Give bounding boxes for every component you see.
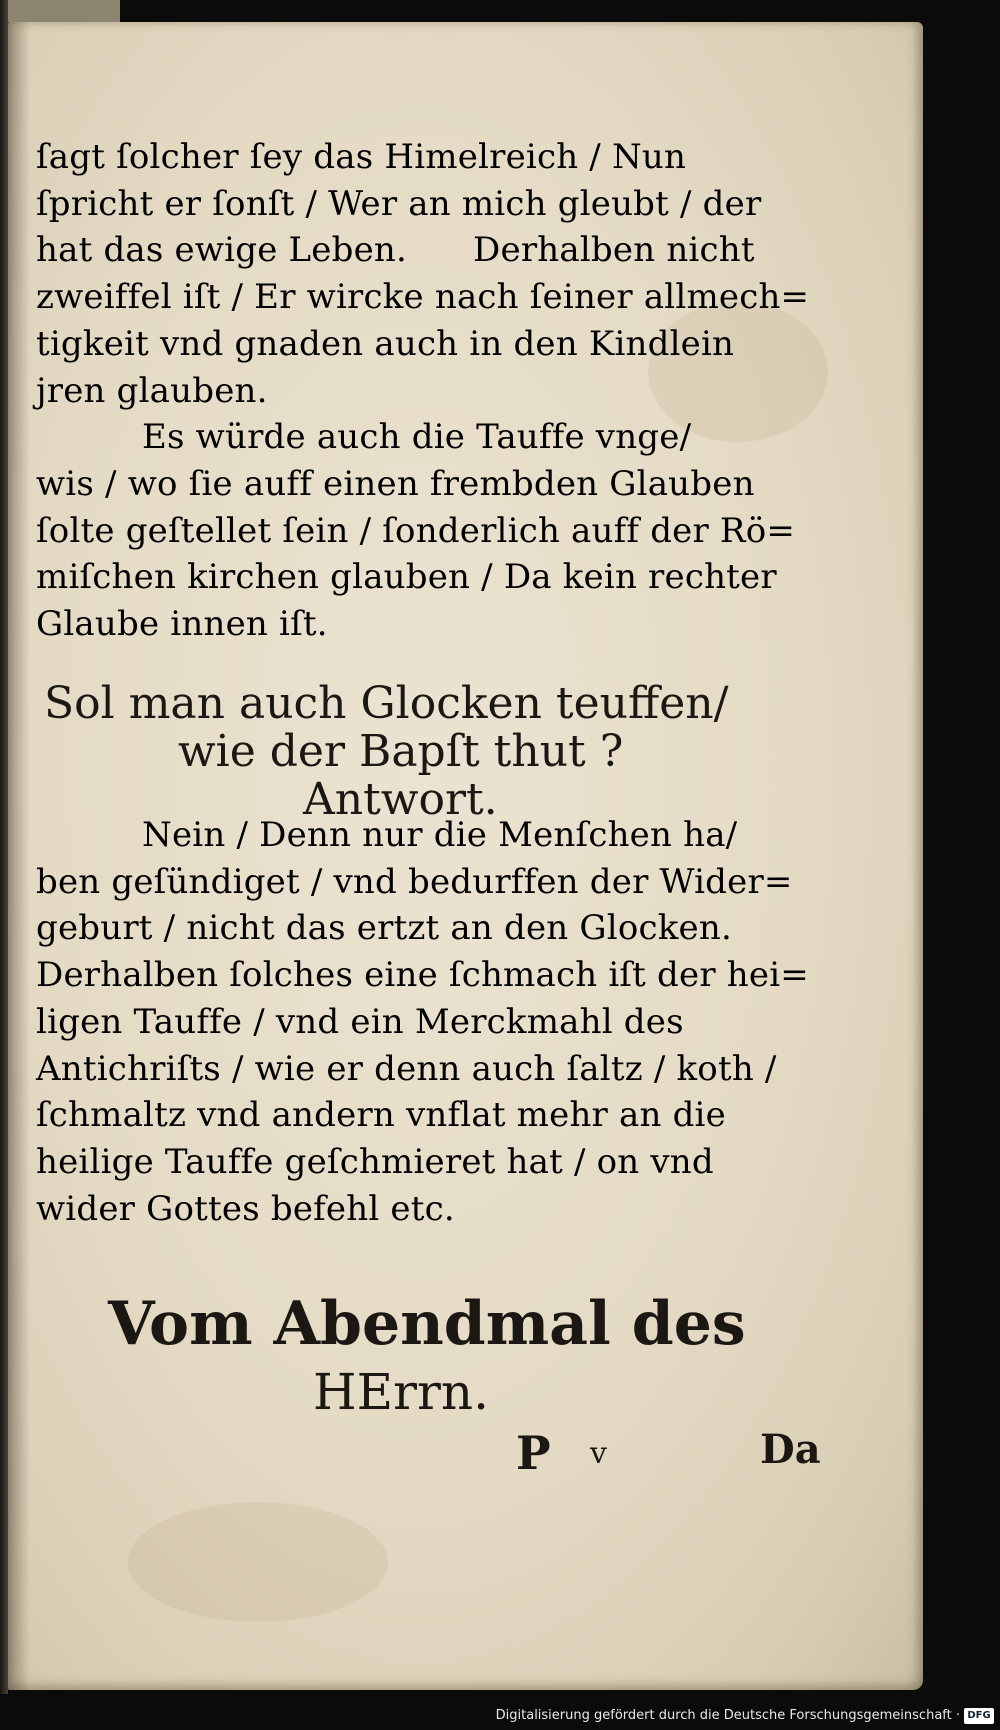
- paper-stain: [128, 1502, 388, 1622]
- text-line: ligen Tauffe / vnd ein Merckmahl des: [36, 1001, 684, 1042]
- text-line: jren glauben.: [36, 370, 268, 411]
- text-line: Derhalben ſolches eine ſchmach iſt der hei=: [36, 955, 809, 996]
- text-line: tigkeit vnd gnaden auch in den Kindlein: [36, 323, 735, 364]
- text-line: ſagt ſolcher ſey das Himelreich / Nun: [36, 137, 687, 177]
- book-page: [8, 22, 923, 1690]
- section-heading-bells: [38, 680, 808, 824]
- text-line: Glaube innen iſt.: [36, 604, 328, 645]
- text-line: geburt / nicht das ertzt an den Glocken.: [36, 908, 732, 949]
- heading-line: Sol man auch Glocken teuffen/: [44, 678, 729, 729]
- page-top-tab: [8, 0, 120, 22]
- text-line: Antichriſts / wie er denn auch ſaltz / koth /: [36, 1048, 777, 1089]
- text-line: ſchmaltz vnd andern vnflat mehr an die: [36, 1095, 726, 1136]
- text-line: miſchen kirchen glauben / Da kein rechter: [36, 557, 777, 598]
- text-line: zweiffel iſt / Er wircke nach ſeiner allmech=: [36, 277, 810, 318]
- text-line: Nein / Denn nur die Menſchen ha/: [142, 815, 738, 855]
- heading-line: wie der Bapſt thut ?: [178, 726, 624, 777]
- text-line: wis / wo ſie auff einen frembden Glauben: [36, 463, 755, 504]
- text-line: ben geſündiget / vnd bedurffen der Wider=: [36, 861, 793, 902]
- footer-bar: [0, 1694, 1000, 1730]
- text-line: heilige Tauffe geſchmieret hat / on vnd: [36, 1141, 714, 1182]
- gutter-shade: [8, 22, 30, 1690]
- heading-line: Antwort.: [303, 774, 498, 825]
- text-line: wider Gottes befehl etc.: [36, 1188, 455, 1229]
- signature-mark: P: [516, 1426, 551, 1480]
- section-heading-lords-supper: [38, 1290, 808, 1426]
- heading-line: HErrn.: [313, 1363, 490, 1421]
- text-line: ſolte geſtellet ſein / ſonderlich auff der Rö=: [36, 510, 796, 551]
- book-left-edge: [0, 0, 8, 1730]
- signature-number: v: [590, 1436, 607, 1471]
- funding-credit: Digitalisierung gefördert durch die Deutsche Forschungsgemeinschaft ·: [495, 1708, 960, 1723]
- text-line: ſpricht er ſonſt / Wer an mich gleubt / der: [36, 183, 762, 224]
- catchword: Da: [760, 1426, 821, 1473]
- text-line: Es würde auch die Tauffe vnge/: [142, 417, 692, 458]
- text-block-upper: [36, 134, 809, 648]
- dfg-logo: DFG: [964, 1708, 994, 1724]
- text-line: hat das ewige Leben. Derhalben nicht: [36, 230, 755, 271]
- text-block-lower: [36, 812, 809, 1232]
- heading-line: Vom Abendmal des: [108, 1289, 746, 1359]
